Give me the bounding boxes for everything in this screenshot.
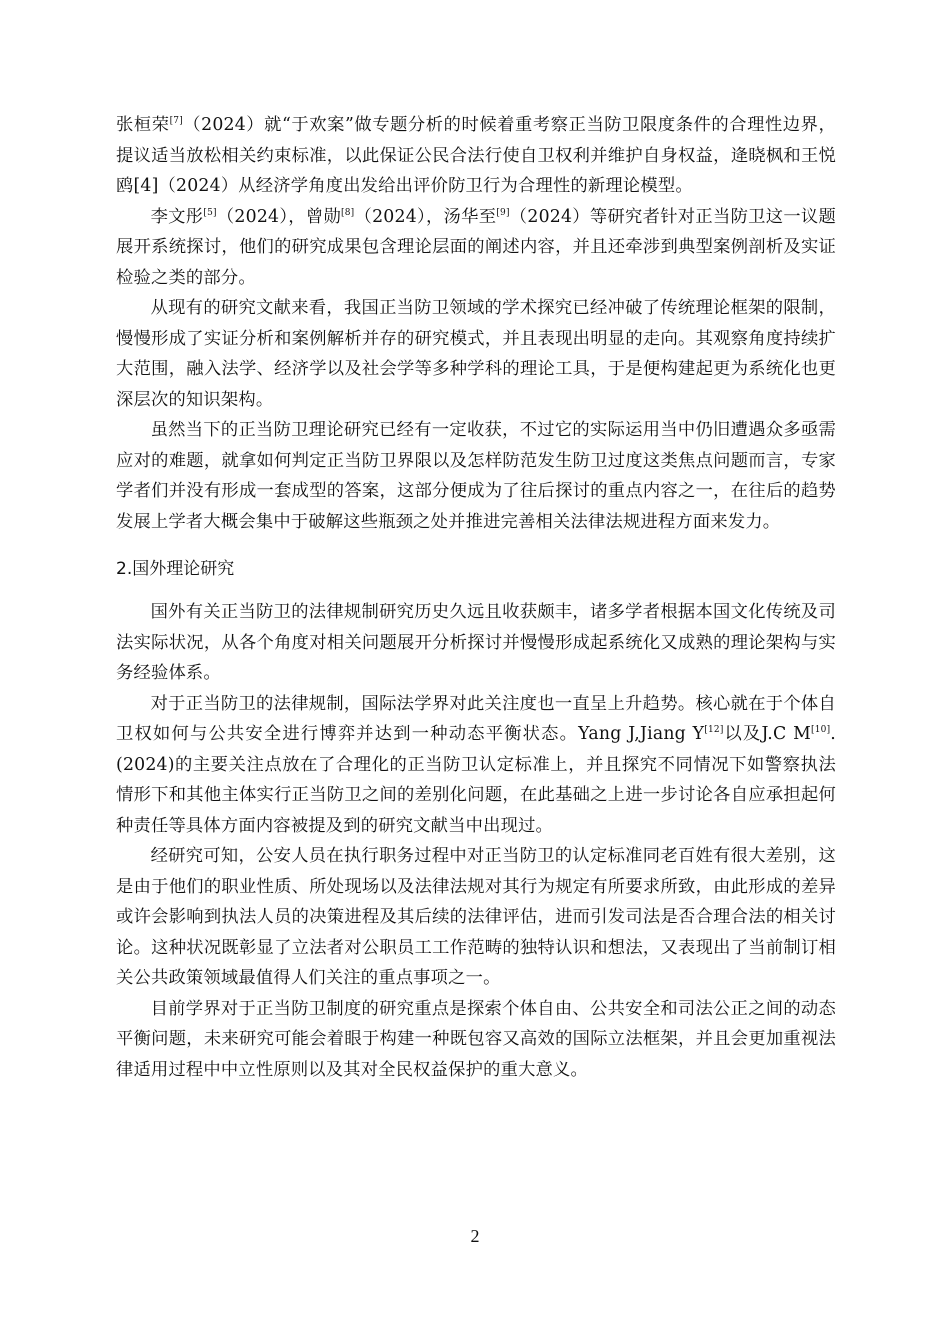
paragraph-text: （2024），曾勋 — [216, 206, 342, 227]
paragraph — [116, 689, 836, 842]
citation-superscript: [12] — [704, 725, 724, 736]
paragraph — [116, 841, 836, 994]
paragraph — [116, 994, 836, 1086]
paragraph-text: 对于正当防卫的法律规制，国际法学界对此关注度也一直呈上升趋势。核心就在于个体自卫权如何与公共安全进行博弈并达到一种动态平衡状态。Yang J,Jiang Y — [116, 693, 836, 744]
section-heading: 2.国外理论研究 — [116, 559, 235, 579]
citation-superscript: [8] — [341, 207, 355, 218]
document-page — [116, 110, 836, 1085]
paragraph-text: 虽然当下的正当防卫理论研究已经有一定收获，不过它的实际运用当中仍旧遭遇众多亟需应对的难题，就拿如何判定正当防卫界限以及怎样防范发生防卫过度这类焦点问题而言，专家学者们并没有形成一套成型的答案，这部分便成为了往后探讨的重点内容之一，在往后的趋势发展上学者大概会集中于破解这些瓶颈之处并推进完善相关法律法规进程方面来发力。 — [116, 420, 836, 532]
paragraph — [116, 110, 836, 202]
citation-superscript: [10] — [811, 725, 831, 736]
paragraph-text: 经研究可知，公安人员在执行职务过程中对正当防卫的认定标准同老百姓有很大差别，这是由于他们的职业性质、所处现场以及法律法规对其行为规定有所要求所致，由此形成的差异或许会影响到执法人员的决策进程及其后续的法律评估，进而引发司法是否合理合法的相关讨论。这种状况既彰显了立法者对公职员工工作范畴的独特认识和想法，又表现出了当前制订相关公共政策领域最值得人们关注的重点事项之一。 — [116, 846, 836, 988]
paragraph — [116, 597, 836, 689]
paragraph-text: （2024）等研究者针对正当防卫这一议题展开系统探讨，他们的研究成果包含理论层面的阐述内容，并且还牵涉到典型案例剖析及实证检验之类的部分。 — [116, 206, 837, 288]
paragraph-text: 以及J.C M — [723, 724, 812, 744]
paragraph-text: （2024）就“于欢案”做专题分析的时候着重考察正当防卫限度条件的合理性边界，提议适当放松相关约束标准，以此保证公民合法行使自卫权利并维护自身权益，逄晓枫和王悦鸥[4]（2024）从经济学角度出发给出评价防卫行为合理性的新理论模型。 — [116, 115, 836, 196]
paragraph-text: 国外有关正当防卫的法律规制研究历史久远且收获颇丰，诸多学者根据本国文化传统及司法实际状况，从各个角度对相关问题展开分析探讨并慢慢形成起系统化又成熟的理论架构与实务经验体系。 — [116, 602, 836, 683]
domestic-research-section — [116, 110, 836, 537]
paragraph-text: 李文彤 — [150, 206, 204, 227]
citation-superscript: [7] — [169, 116, 183, 127]
paragraph — [116, 202, 836, 294]
paragraph-text: （2024），汤华至 — [354, 206, 497, 227]
citation-superscript: [9] — [496, 207, 510, 218]
paragraph-text: 目前学界对于正当防卫制度的研究重点是探索个体自由、公共安全和司法公正之间的动态平衡问题，未来研究可能会着眼于构建一种既包容又高效的国际立法框架，并且会更加重视法律适用过程中中立性原则以及其对全民权益保护的重大意义。 — [116, 998, 836, 1080]
paragraph — [116, 415, 836, 537]
page-number: 2 — [470, 1226, 480, 1246]
citation-superscript: [5] — [203, 207, 217, 218]
paragraph — [116, 293, 836, 415]
foreign-research-section — [116, 597, 836, 1085]
paragraph-text: 从现有的研究文献来看，我国正当防卫领域的学术探究已经冲破了传统理论框架的限制，慢慢形成了实证分析和案例解析并存的研究模式，并且表现出明显的走向。其观察角度持续扩大范围，融入法学、经济学以及社会学等多种学科的理论工具，于是便构建起更为系统化也更深层次的知识架构。 — [116, 298, 836, 410]
paragraph-text: 张桓荣 — [116, 115, 170, 135]
paragraph-text: .(2024)的主要关注点放在了合理化的正当防卫认定标准上，并且探究不同情况下如警察执法情形下和其他主体实行正当防卫之间的差别化问题，在此基础之上进一步讨论各自应承担起何种责任等具体方面内容被提及到的研究文献当中出现过。 — [116, 724, 836, 836]
